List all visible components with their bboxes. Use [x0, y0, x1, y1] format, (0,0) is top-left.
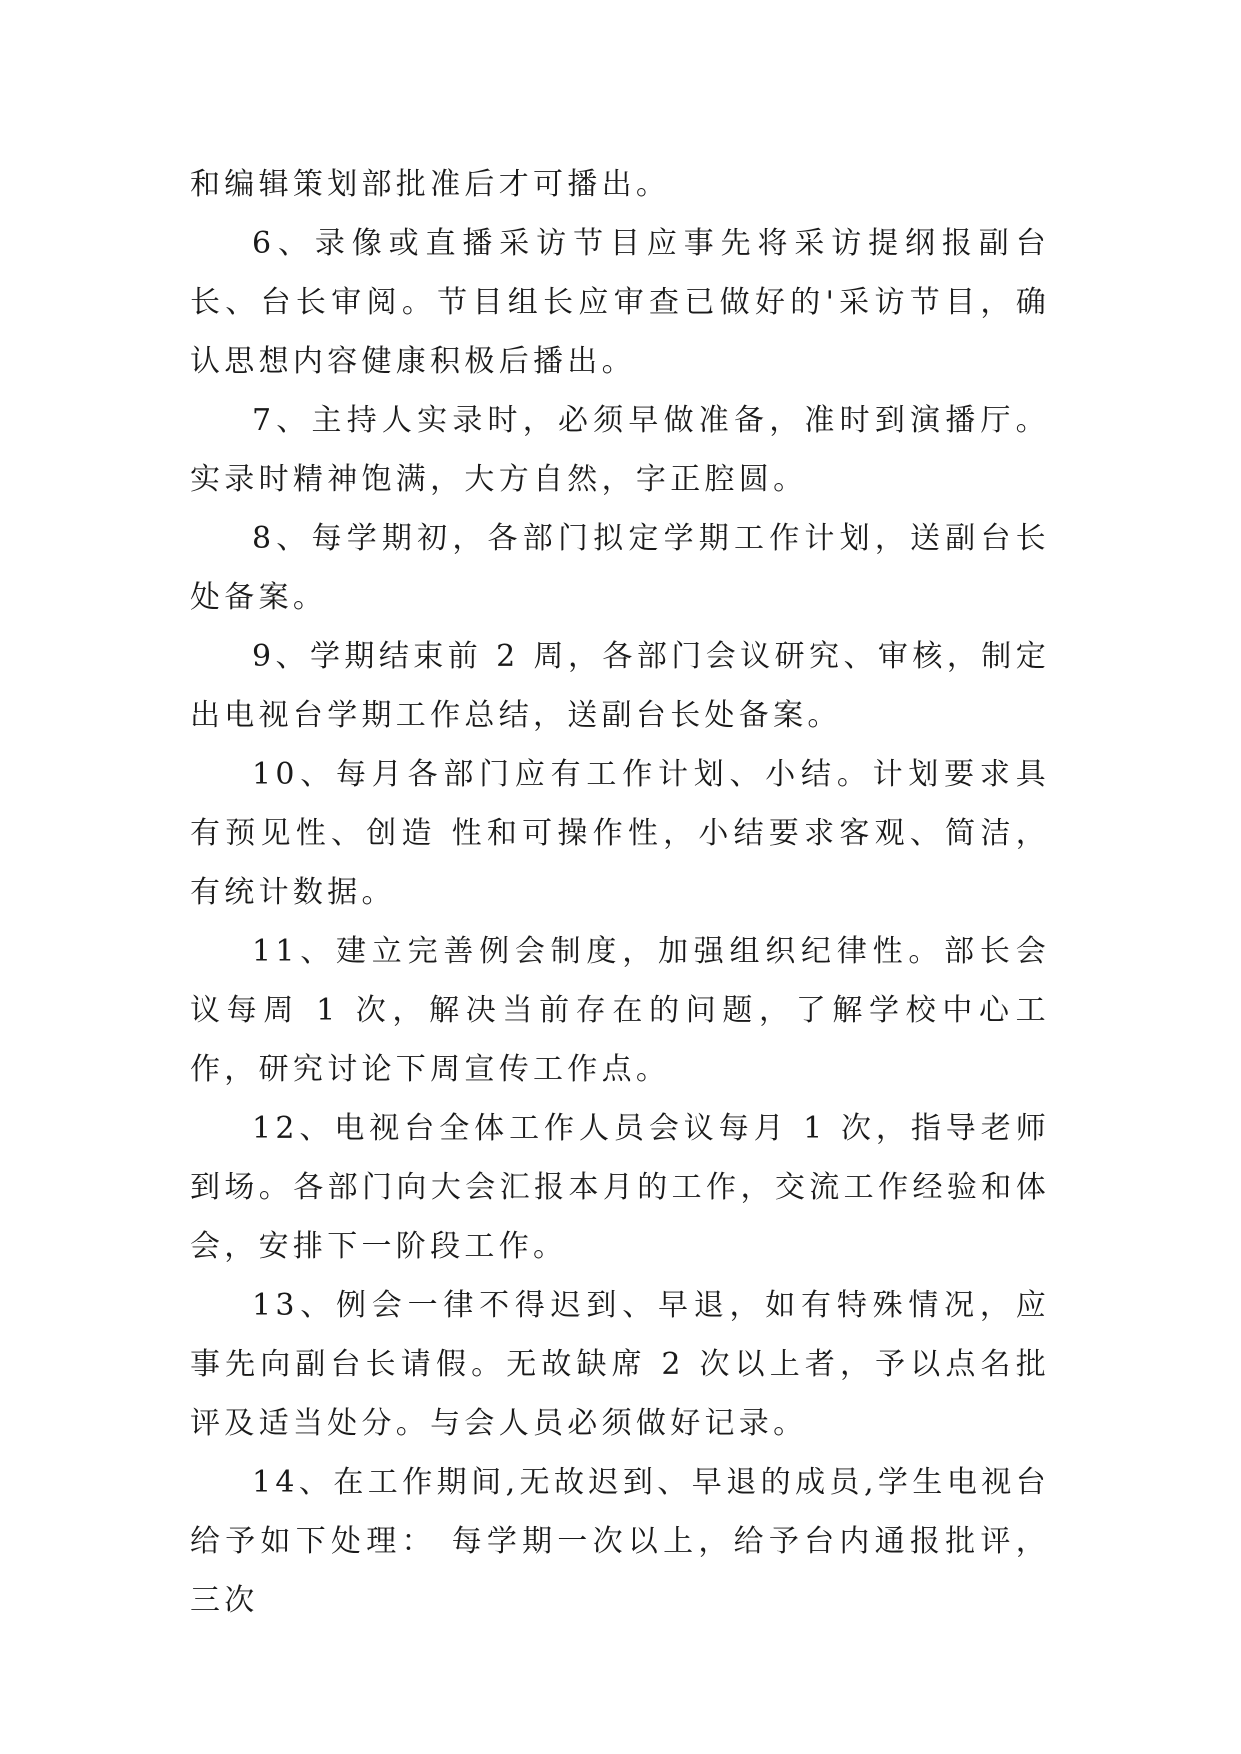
paragraph-item-8: 8、每学期初，各部门拟定学期工作计划，送副台长处备案。 [190, 521, 1050, 615]
paragraph-item-6: 6、录像或直播采访节目应事先将采访提纲报副台长、台长审阅。节目组长应审查已做好的'采访节目，确认思想内容健康积极后播出。 [190, 226, 1050, 379]
paragraph-continuation: 和编辑策划部批准后才可播出。 [190, 167, 671, 202]
document-body [190, 155, 1050, 1630]
paragraph-item-14: 14、在工作期间,无故迟到、早退的成员,学生电视台给予如下处理： 每学期一次以上，给予台内通报批评，三次 [190, 1465, 1050, 1618]
paragraph-item-10: 10、每月各部门应有工作计划、小结。计划要求具有预见性、创造 性和可操作性，小结要求客观、简洁，有统计数据。 [190, 757, 1050, 910]
paragraph-item-9: 9、学期结束前 2 周，各部门会议研究、审核，制定出电视台学期工作总结，送副台长处备案。 [190, 639, 1050, 733]
paragraph-item-12: 12、电视台全体工作人员会议每月 1 次，指导老师到场。各部门向大会汇报本月的工作，交流工作经验和体会，安排下一阶段工作。 [190, 1111, 1050, 1264]
paragraph-item-7: 7、主持人实录时，必须早做准备，准时到演播厅。实录时精神饱满，大方自然，字正腔圆。 [190, 403, 1050, 497]
paragraph-item-11: 11、建立完善例会制度，加强组织纪律性。部长会议每周 1 次，解决当前存在的问题，了解学校中心工作，研究讨论下周宣传工作点。 [190, 934, 1050, 1087]
paragraph-item-13: 13、例会一律不得迟到、早退，如有特殊情况，应事先向副台长请假。无故缺席 2 次以上者，予以点名批评及适当处分。与会人员必须做好记录。 [190, 1288, 1050, 1441]
